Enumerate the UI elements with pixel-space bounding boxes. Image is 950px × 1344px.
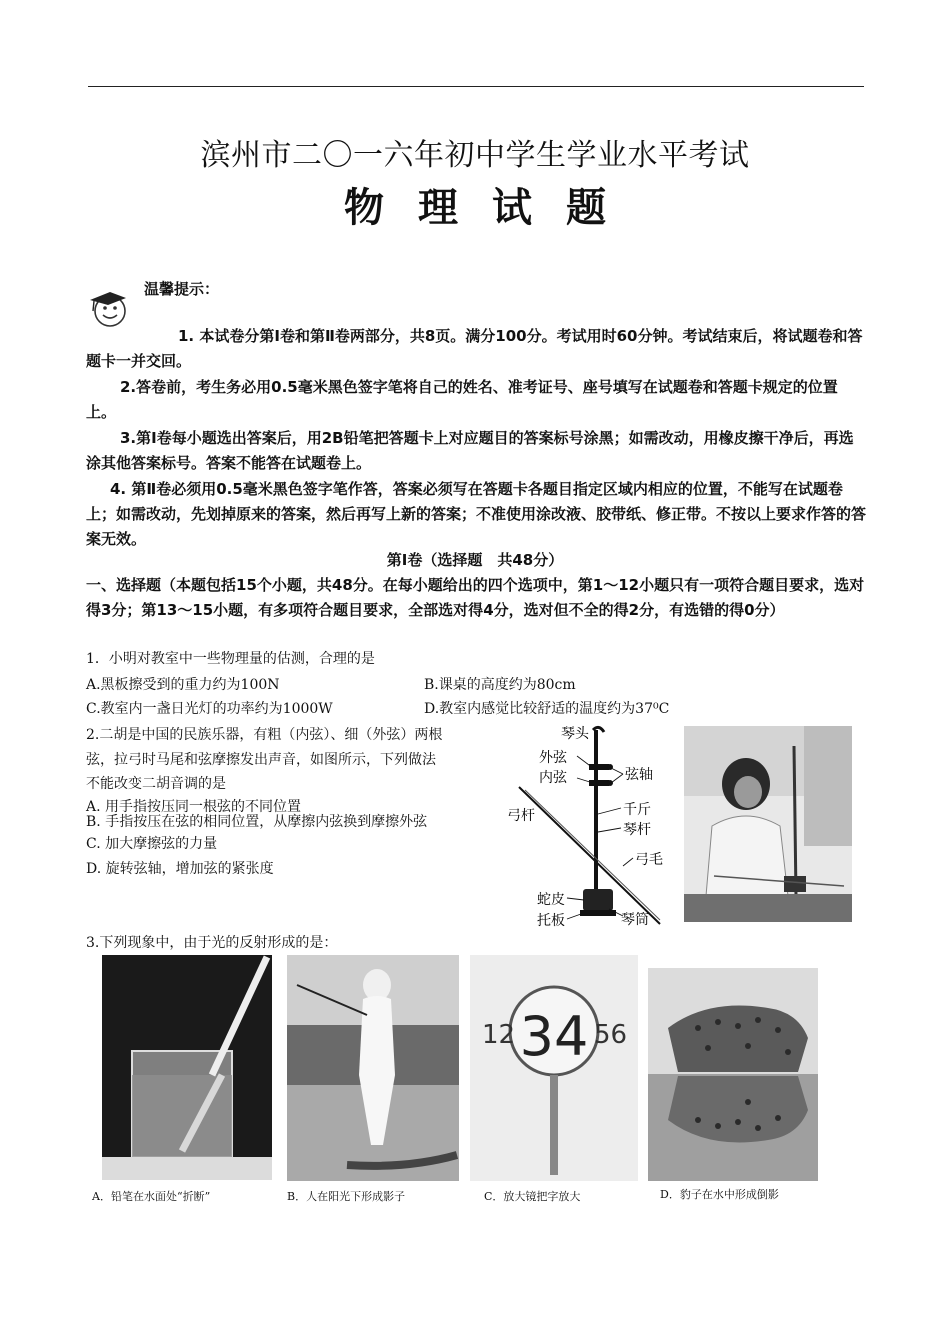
tip-item-4: 4. 第Ⅱ卷必须用0.5毫米黑色签字笔作答，答案必须写在答题卡各题目指定区域内相应的位置，不能写在试题卷上；如需改动，先划掉原来的答案，然后再写上新的答案；不准使用涂改液、胶带纸、修正带。不按以上要求作答的答案无效。: [86, 480, 867, 548]
q3-caption-c: C．放大镜把字放大: [484, 1190, 581, 1203]
photo-pencil-in-water: [102, 955, 272, 1180]
tip-label: 温馨提示：: [144, 280, 220, 298]
q3-caption-d: D．豹子在水中形成倒影: [660, 1188, 779, 1201]
tips-list: [86, 324, 866, 552]
q3-caption-b: B．人在阳光下形成影子: [287, 1190, 406, 1203]
q1-option-a: A.黑板擦受到的重力约为100N: [86, 677, 280, 693]
label-waixian: 外弦: [539, 750, 567, 766]
magnifier-text-center: 34: [519, 1005, 589, 1068]
label-shepi: 蛇皮: [537, 892, 565, 908]
q2-option-c: C. 加大摩擦弦的力量: [86, 836, 218, 852]
exam-title: 滨州市二〇一六年初中学生学业水平考试: [200, 138, 750, 173]
magnifier-text-left: 12: [482, 1020, 516, 1050]
tip-item-2: 2.答卷前，考生务必用0.5毫米黑色签字笔将自己的姓名、准考证号、座号填写在试题卷和答题卡规定的位置上。: [86, 378, 838, 421]
label-gonggan: 弓杆: [507, 808, 535, 824]
tip-item-3: 3.第Ⅰ卷每小题选出答案后，用2B铅笔把答题卡上对应题目的答案标号涂黑；如需改动，用橡皮擦干净后，再选涂其他答案标号。答案不能答在试题卷上。: [86, 429, 854, 472]
q1-option-b: B.课桌的高度约为80cm: [424, 677, 576, 693]
label-qintong: 琴筒: [621, 912, 649, 928]
label-gongmao: 弓毛: [635, 852, 663, 868]
top-rule: [88, 86, 864, 87]
label-xianzhou: 弦轴: [625, 767, 653, 783]
q3-caption-a: A．铅笔在水面处“折断”: [92, 1190, 211, 1203]
photo-leopard-reflection: [648, 968, 818, 1181]
photo-magnifier: [470, 955, 638, 1181]
q1-option-c: C.教室内一盏日光灯的功率约为1000W: [86, 701, 333, 717]
q2-stem-line-2: 弦，拉弓时马尾和弦摩擦发出声音，如图所示，下列做法: [86, 752, 436, 768]
q2-stem-line-3: 不能改变二胡音调的是: [86, 776, 226, 792]
subject-title: 物理试题: [344, 184, 640, 231]
tip-item-1: 1. 本试卷分第Ⅰ卷和第Ⅱ卷两部分，共8页。满分100分。考试用时60分钟。考试结束后，将试题卷和答题卡一并交回。: [86, 327, 863, 370]
section-heading: 第Ⅰ卷（选择题 共48分）: [386, 551, 564, 569]
label-qianjin: 千斤: [623, 802, 651, 818]
q2-option-a: A. 用手指按压同一根弦的不同位置: [86, 799, 302, 815]
q1-stem: 1．小明对教室中一些物理量的估测，合理的是: [86, 651, 375, 667]
erhu-diagram: [505, 724, 675, 934]
label-neixian: 内弦: [539, 770, 567, 786]
erhu-player-photo: [684, 726, 852, 922]
label-tuoban: 托板: [537, 913, 565, 929]
label-qintou: 琴头: [561, 726, 589, 742]
q2-option-d: D. 旋转弦轴，增加弦的紧张度: [86, 861, 274, 877]
label-qingan: 琴杆: [623, 822, 651, 838]
magnifier-text-right: 56: [594, 1020, 628, 1050]
section-description: 一、选择题（本题包括15个小题，共48分。在每小题给出的四个选项中，第1～12小题只有一项符合题目要求，选对得3分；第13～15小题，有多项符合题目要求，全部选对得4分，选对但不全的得2分，有选错的得0分）: [86, 576, 865, 619]
q3-stem: 3.下列现象中，由于光的反射形成的是：: [86, 935, 338, 951]
photo-golfer-shadow: [287, 955, 459, 1181]
q2-stem-line-1: 2.二胡是中国的民族乐器，有粗（内弦）、细（外弦）两根: [86, 727, 443, 743]
q1-option-d: D.教室内感觉比较舒适的温度约为37⁰C: [424, 701, 670, 717]
q2-option-b: B. 手指按压在弦的相同位置，从摩擦内弦换到摩擦外弦: [86, 814, 428, 830]
